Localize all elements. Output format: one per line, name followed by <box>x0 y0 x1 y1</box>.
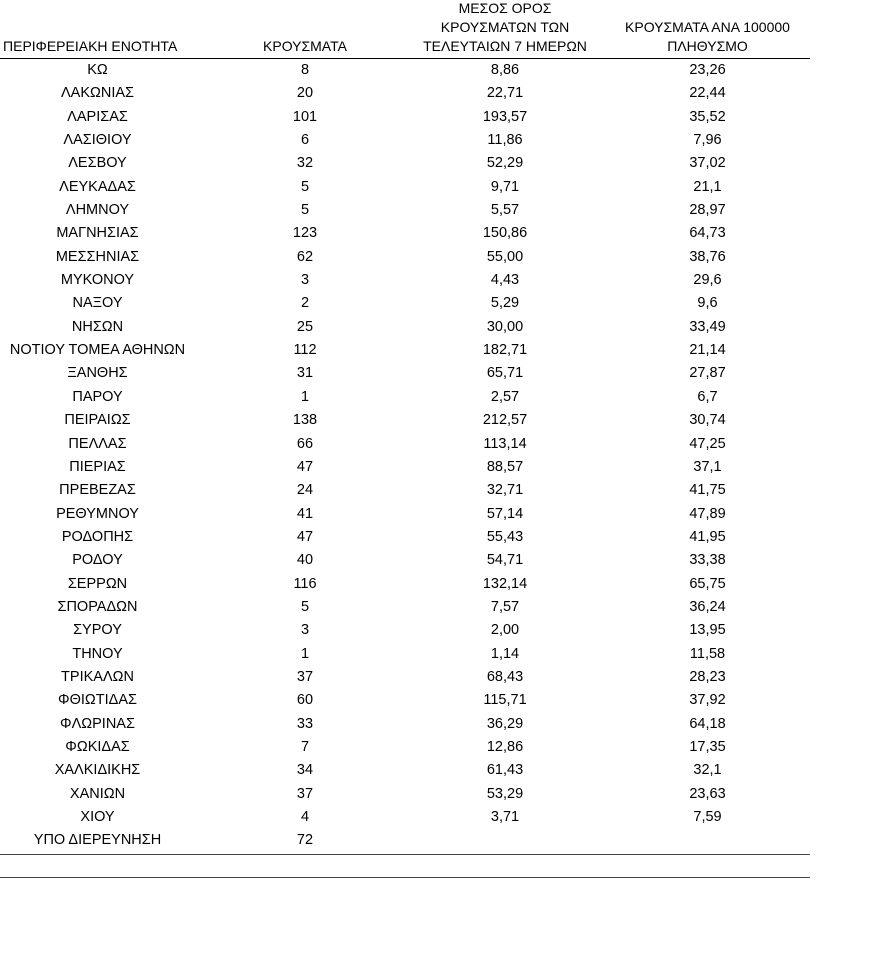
header-region-label: ΠΕΡΙΦΕΡΕΙΑΚΗ ΕΝΟΤΗΤΑ <box>3 38 178 54</box>
avg7-cell: 132,14 <box>482 575 528 592</box>
table-row <box>0 829 810 852</box>
cases-cell: 138 <box>292 412 318 429</box>
cases-cell: 37 <box>296 668 314 685</box>
cases-cell: 72 <box>296 832 314 849</box>
per100k-cell: 21,1 <box>693 178 722 195</box>
table-row <box>0 409 810 432</box>
region-cell: ΣΕΡΡΩΝ <box>67 575 128 592</box>
per100k-cell: 38,76 <box>689 248 726 265</box>
per100k-cell: 32,1 <box>693 762 722 779</box>
avg7-cell: 55,43 <box>486 528 524 545</box>
avg7-cell: 113,14 <box>483 435 527 452</box>
per100k-cell: 37,92 <box>689 692 726 709</box>
cases-cell: 123 <box>292 225 318 242</box>
table-body <box>0 59 810 853</box>
table-row <box>0 689 810 712</box>
cases-cell: 31 <box>296 365 314 382</box>
avg7-cell: 54,71 <box>486 552 524 569</box>
per100k-cell: 29,6 <box>693 272 722 289</box>
per100k-cell: 9,6 <box>697 295 718 312</box>
avg7-cell: 55,00 <box>486 248 524 265</box>
avg7-cell: 68,43 <box>486 668 524 685</box>
per100k-cell: 27,87 <box>689 365 726 382</box>
per100k-cell: 65,75 <box>689 575 726 592</box>
per100k-cell: 6,7 <box>697 388 718 405</box>
avg7-cell: 22,71 <box>486 85 524 102</box>
avg7-cell: 5,29 <box>490 295 520 312</box>
region-cell: ΛΗΜΝΟΥ <box>65 202 130 219</box>
cases-cell: 24 <box>296 482 314 499</box>
cases-cell: 5 <box>300 598 310 615</box>
table-row <box>0 479 810 502</box>
cases-cell: 3 <box>300 622 310 639</box>
per100k-cell: 23,26 <box>689 62 726 78</box>
per100k-cell: 37,02 <box>689 155 726 172</box>
header-per100k-line: ΚΡΟΥΣΜΑΤΑ ΑΝΑ 100000 <box>625 19 790 35</box>
header-per100k <box>600 18 815 56</box>
table-row <box>0 736 810 759</box>
cases-cell: 33 <box>296 715 314 732</box>
region-cell: ΛΕΥΚΑΔΑΣ <box>59 178 136 195</box>
avg7-cell: 30,00 <box>486 318 524 335</box>
cases-cell: 7 <box>300 738 310 755</box>
cases-cell: 60 <box>296 692 314 709</box>
per100k-cell: 11,58 <box>689 645 726 662</box>
header-per100k-line: ΠΛΗΘΥΣΜΟ <box>667 38 748 54</box>
cases-cell: 112 <box>293 342 317 359</box>
region-cell: ΧΑΝΙΩΝ <box>69 785 126 802</box>
table-row <box>0 713 810 736</box>
table-row <box>0 386 810 409</box>
table-row <box>0 199 810 222</box>
region-cell: ΦΘΙΩΤΙΔΑΣ <box>58 692 137 709</box>
page-bottom-rule <box>0 877 810 878</box>
per100k-cell: 28,97 <box>689 202 726 219</box>
avg7-cell: 150,86 <box>482 225 528 242</box>
region-cell: ΡΟΔΟΥ <box>72 552 123 569</box>
per100k-cell: 64,18 <box>689 715 726 732</box>
region-cell: ΠΑΡΟΥ <box>72 388 123 405</box>
per100k-cell: 21,14 <box>689 342 726 359</box>
region-cell: ΣΥΡΟΥ <box>73 622 122 639</box>
region-cell: ΞΑΝΘΗΣ <box>67 365 128 382</box>
avg7-cell: 4,43 <box>490 272 520 289</box>
table-row <box>0 596 810 619</box>
region-cell: ΠΡΕΒΕΖΑΣ <box>59 482 136 499</box>
cases-cell: 47 <box>296 528 314 545</box>
avg7-cell: 182,71 <box>482 342 528 359</box>
avg7-cell: 212,57 <box>482 412 528 429</box>
avg7-cell: 11,86 <box>487 132 523 149</box>
table-row <box>0 152 810 175</box>
table-row <box>0 246 810 269</box>
table-row <box>0 549 810 572</box>
table-row <box>0 806 810 829</box>
region-cell: ΣΠΟΡΑΔΩΝ <box>57 598 138 615</box>
per100k-cell: 33,49 <box>689 318 726 335</box>
avg7-cell: 3,71 <box>490 809 520 825</box>
per100k-cell: 23,63 <box>689 785 726 802</box>
avg7-cell: 115,71 <box>483 692 527 709</box>
region-cell: ΜΕΣΣΗΝΙΑΣ <box>55 248 140 265</box>
region-cell: ΜΑΓΝΗΣΙΑΣ <box>56 225 139 242</box>
avg7-cell: 1,14 <box>490 645 520 662</box>
per100k-cell: 64,73 <box>689 225 726 242</box>
cases-cell: 40 <box>296 552 314 569</box>
table-row <box>0 643 810 666</box>
cases-cell: 4 <box>300 809 310 825</box>
table-row <box>0 269 810 292</box>
avg7-cell: 7,57 <box>490 598 520 615</box>
avg7-cell: 57,14 <box>486 505 524 522</box>
cases-cell: 1 <box>300 388 310 405</box>
per100k-cell: 35,52 <box>689 108 726 125</box>
per100k-cell: 36,24 <box>689 598 726 615</box>
cases-cell: 34 <box>296 762 314 779</box>
cases-cell: 20 <box>296 85 314 102</box>
region-cell: ΝΑΞΟΥ <box>72 295 123 312</box>
table-row <box>0 292 810 315</box>
avg7-cell: 2,57 <box>490 388 520 405</box>
region-cell: ΥΠΟ ΔΙΕΡΕΥΝΗΣΗ <box>33 832 162 849</box>
avg7-cell: 2,00 <box>490 622 520 639</box>
per100k-cell: 33,38 <box>689 552 726 569</box>
region-cell: ΚΩ <box>87 62 108 78</box>
region-cell: ΧΙΟΥ <box>80 809 115 825</box>
cases-cell: 66 <box>296 435 314 452</box>
per100k-cell: 28,23 <box>689 668 726 685</box>
table-row <box>0 82 810 105</box>
avg7-cell: 8,86 <box>490 62 520 78</box>
table-row <box>0 129 810 152</box>
table-row <box>0 526 810 549</box>
region-cell: ΠΕΙΡΑΙΩΣ <box>64 412 131 429</box>
region-cell: ΦΛΩΡΙΝΑΣ <box>60 715 135 732</box>
cases-cell: 116 <box>293 575 317 592</box>
table-row <box>0 176 810 199</box>
avg7-cell: 193,57 <box>482 108 528 125</box>
cases-cell: 1 <box>300 645 310 662</box>
avg7-cell: 32,71 <box>486 482 524 499</box>
region-cell: ΜΥΚΟΝΟΥ <box>60 272 135 289</box>
per100k-cell: 41,95 <box>689 528 726 545</box>
avg7-cell: 12,86 <box>486 738 524 755</box>
table-row <box>0 362 810 385</box>
table-row <box>0 59 810 82</box>
cases-cell: 2 <box>300 295 310 312</box>
table-row <box>0 573 810 596</box>
table-header <box>0 0 810 59</box>
cases-cell: 47 <box>296 458 314 475</box>
region-cell: ΧΑΛΚΙΔΙΚΗΣ <box>54 762 141 779</box>
avg7-cell: 9,71 <box>490 178 520 195</box>
cases-cell: 37 <box>296 785 314 802</box>
cases-cell: 5 <box>300 178 310 195</box>
region-cell: ΝΟΤΙΟΥ ΤΟΜΕΑ ΑΘΗΝΩΝ <box>9 342 186 359</box>
region-cell: ΤΡΙΚΑΛΩΝ <box>61 668 134 685</box>
per100k-cell: 47,25 <box>689 435 726 452</box>
per100k-cell: 30,74 <box>689 412 726 429</box>
avg7-cell: 53,29 <box>486 785 524 802</box>
table-row <box>0 339 810 362</box>
region-cell: ΛΑΚΩΝΙΑΣ <box>60 85 134 102</box>
header-region <box>0 37 208 56</box>
table-row <box>0 503 810 526</box>
per100k-cell: 37,1 <box>693 458 722 475</box>
per100k-cell: 41,75 <box>689 482 726 499</box>
region-cell: ΠΙΕΡΙΑΣ <box>69 458 126 475</box>
cases-cell: 5 <box>300 202 310 219</box>
header-avg7-line: ΚΡΟΥΣΜΑΤΩΝ ΤΩΝ <box>440 19 570 35</box>
table-row <box>0 619 810 642</box>
avg7-cell: 88,57 <box>486 458 524 475</box>
cases-cell: 41 <box>296 505 314 522</box>
region-cell: ΡΟΔΟΠΗΣ <box>61 528 134 545</box>
avg7-cell: 36,29 <box>486 715 524 732</box>
cases-cell: 3 <box>300 272 310 289</box>
cases-cell: 101 <box>292 108 318 125</box>
table-row <box>0 456 810 479</box>
table-row <box>0 316 810 339</box>
table-bottom-rule <box>0 854 810 855</box>
avg7-cell: 65,71 <box>486 365 524 382</box>
header-cases-label: ΚΡΟΥΣΜΑΤΑ <box>263 38 347 54</box>
region-cell: ΛΑΣΙΘΙΟΥ <box>63 132 132 149</box>
cases-cell: 6 <box>300 132 310 149</box>
region-cell: ΛΑΡΙΣΑΣ <box>67 108 128 125</box>
cases-cell: 8 <box>300 62 310 78</box>
cases-cell: 25 <box>296 318 314 335</box>
per100k-cell: 7,96 <box>693 132 722 149</box>
header-avg7-line: ΜΕΣΟΣ ΟΡΟΣ <box>458 0 552 16</box>
table-row <box>0 106 810 129</box>
region-cell: ΦΩΚΙΔΑΣ <box>65 738 130 755</box>
avg7-cell: 52,29 <box>486 155 524 172</box>
per100k-cell: 47,89 <box>689 505 726 522</box>
per100k-cell: 13,95 <box>689 622 726 639</box>
header-cases <box>235 37 375 56</box>
region-cell: ΠΕΛΛΑΣ <box>68 435 127 452</box>
cases-cell: 62 <box>296 248 314 265</box>
table-row <box>0 222 810 245</box>
region-cell: ΡΕΘΥΜΝΟΥ <box>56 505 139 522</box>
avg7-cell: 61,43 <box>486 762 524 779</box>
avg7-cell: 5,57 <box>490 202 520 219</box>
region-cell: ΤΗΝΟΥ <box>72 645 123 662</box>
table-row <box>0 783 810 806</box>
table-row <box>0 433 810 456</box>
table-row <box>0 666 810 689</box>
per100k-cell: 7,59 <box>693 809 722 825</box>
region-cell: ΛΕΣΒΟΥ <box>68 155 127 172</box>
header-avg7-line: ΤΕΛΕΥΤΑΙΩΝ 7 ΗΜΕΡΩΝ <box>423 38 587 54</box>
cases-cell: 32 <box>296 155 314 172</box>
header-avg7 <box>395 0 615 56</box>
region-cell: ΝΗΣΩΝ <box>71 318 124 335</box>
table-row <box>0 759 810 782</box>
per100k-cell: 17,35 <box>689 738 726 755</box>
per100k-cell: 22,44 <box>689 85 726 102</box>
